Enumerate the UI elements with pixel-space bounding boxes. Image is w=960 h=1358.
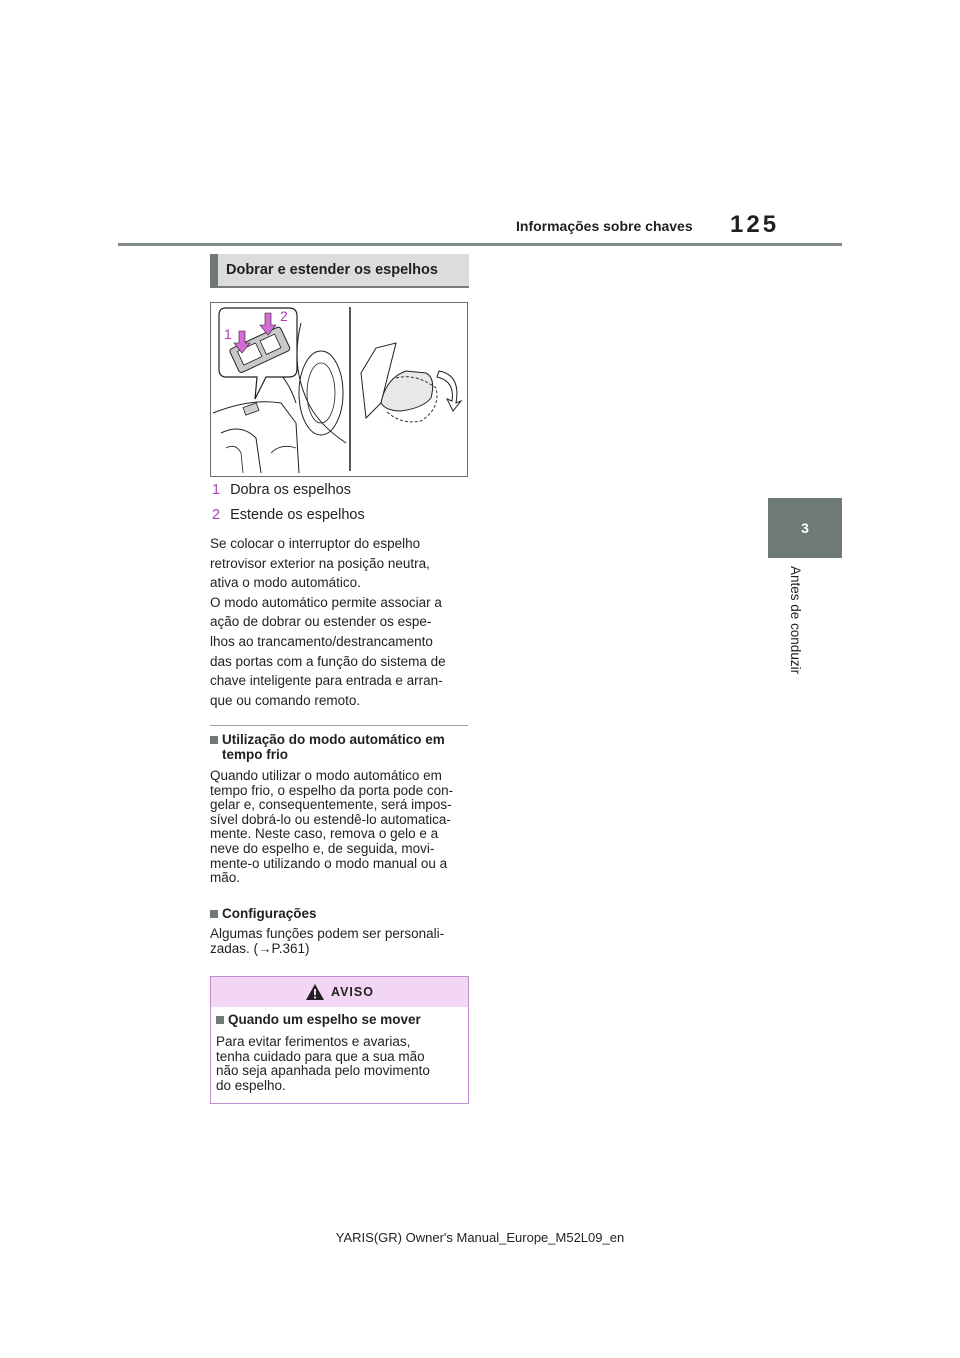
page-footer: YARIS(GR) Owner's Manual_Europe_M52L09_en: [335, 1230, 625, 1245]
step-2-number: 2: [212, 507, 221, 523]
paragraph-line: Se colocar o interruptor do espelho: [210, 536, 421, 551]
body-line: Quando utilizar o modo automático em: [210, 768, 442, 783]
warning-label: AVISO: [331, 985, 374, 999]
warning-header: [211, 977, 468, 1007]
running-header-title: Informações sobre chaves: [516, 218, 693, 234]
square-bullet-icon: [216, 1016, 224, 1024]
paragraph-line: ativa o modo automático.: [210, 575, 361, 591]
warning-text: [216, 1035, 461, 1093]
mirror-switch-illustration: [210, 302, 468, 477]
subsection-body-settings: [210, 927, 472, 956]
paragraph-line: retrovisor exterior na posição neutra,: [210, 555, 430, 571]
chapter-number: 3: [801, 520, 809, 536]
square-bullet-icon: [210, 910, 218, 918]
body-line: mente-o utilizando o modo manual ou a: [210, 855, 448, 871]
body-line: sível dobrá-lo ou estendê-lo automatica-: [210, 811, 451, 827]
paragraph-line: O modo automático permite associar a: [210, 594, 442, 610]
subsection-divider: [210, 725, 468, 726]
subsection-heading-cold-weather: [210, 732, 472, 762]
body-line: Algumas funções podem ser personali-: [210, 926, 445, 941]
section-heading-text: Dobrar e estender os espelhos: [226, 262, 438, 278]
header-divider: [118, 243, 842, 246]
body-line: mente. Neste caso, remova o gelo e a: [210, 826, 439, 842]
paragraph-line: das portas com a função do sistema de: [210, 653, 446, 669]
page-number: 125: [730, 211, 780, 238]
subsection-heading-line: tempo frio: [222, 747, 288, 762]
warning-line: Para evitar ferimentos e avarias,: [216, 1034, 411, 1049]
subsection-body-cold-weather: [210, 769, 472, 886]
warning-line: do espelho.: [216, 1077, 286, 1093]
warning-title: [216, 1012, 466, 1027]
callout-1-label: 1: [224, 326, 232, 342]
paragraph-line: ação de dobrar ou estender os espe-: [210, 614, 432, 630]
step-2-text: Estende os espelhos: [230, 507, 365, 523]
page-reference-link[interactable]: zadas. (→P.361): [210, 940, 310, 956]
section-heading: [210, 254, 469, 288]
chapter-tab: [768, 498, 842, 558]
step-2: [212, 507, 365, 523]
paragraph-line: que ou comando remoto.: [210, 692, 361, 708]
body-line: mão.: [210, 870, 241, 886]
subsection-heading-line: Configurações: [222, 906, 317, 921]
body-line: tempo frio, o espelho da porta pode con-: [210, 782, 454, 798]
square-bullet-icon: [210, 736, 218, 744]
body-line: gelar e, consequentemente, será impos-: [210, 797, 452, 813]
subsection-heading-line: Utilização do modo automático em: [222, 732, 445, 747]
paragraph-line: lhos ao trancamento/destrancamento: [210, 633, 433, 649]
step-1-number: 1: [212, 482, 221, 498]
step-1-text: Dobra os espelhos: [230, 482, 351, 498]
warning-triangle-icon: [305, 983, 325, 1001]
subsection-heading-settings: [210, 906, 472, 921]
chapter-label: Antes de conduzir: [788, 566, 803, 675]
warning-title-text: Quando um espelho se mover: [228, 1012, 421, 1027]
warning-line: tenha cuidado para que a sua mão: [216, 1048, 425, 1064]
step-1: [212, 482, 351, 498]
paragraph-line: chave inteligente para entrada e arran-: [210, 673, 443, 689]
warning-line: não seja apanhada pelo movimento: [216, 1063, 430, 1079]
body-line: neve do espelho e, de seguida, movi-: [210, 840, 435, 856]
body-paragraph: [210, 534, 472, 710]
illustration-drawing: [211, 303, 467, 476]
callout-2-label: 2: [280, 308, 288, 324]
